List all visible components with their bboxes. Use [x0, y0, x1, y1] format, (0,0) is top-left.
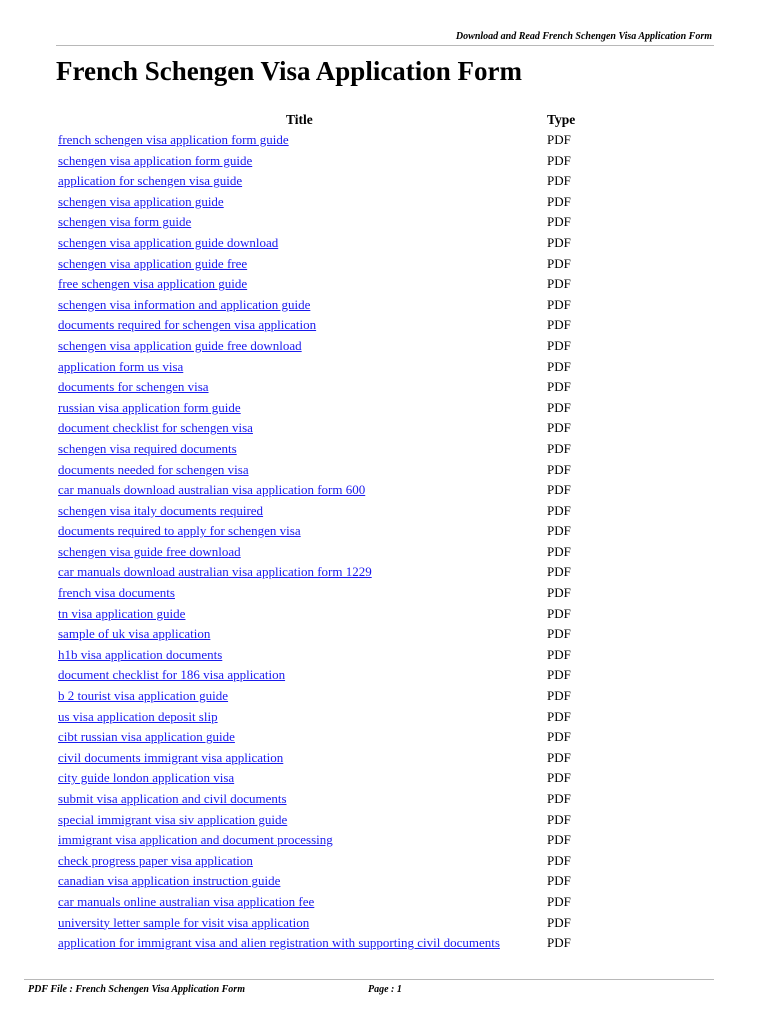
table-row: [0, 357, 770, 378]
document-link[interactable]: documents needed for schengen visa: [58, 461, 249, 477]
table-row: [0, 377, 770, 398]
document-link[interactable]: schengen visa application guide free download: [58, 337, 302, 353]
document-link[interactable]: application for schengen visa guide: [58, 173, 243, 189]
table-row: [0, 254, 770, 275]
document-link[interactable]: check progress paper visa application: [58, 852, 253, 868]
file-type-label: PDF: [547, 791, 571, 806]
table-row: [0, 830, 770, 851]
table-row: [0, 192, 770, 213]
document-link[interactable]: schengen visa application guide download: [58, 234, 279, 250]
document-link[interactable]: schengen visa application guide: [58, 193, 224, 209]
document-link[interactable]: schengen visa application form guide: [58, 152, 253, 168]
table-row: [0, 542, 770, 563]
table-row: [0, 151, 770, 172]
document-link[interactable]: documents required for schengen visa application: [58, 317, 317, 333]
table-row: [0, 295, 770, 316]
table-row: [0, 501, 770, 522]
footer-page-number: Page : 1: [368, 984, 402, 995]
table-row: [0, 624, 770, 645]
document-link[interactable]: canadian visa application instruction guide: [58, 873, 281, 889]
document-link[interactable]: documents required to apply for schengen visa: [58, 523, 301, 539]
file-type-label: PDF: [547, 152, 571, 168]
file-type-label: PDF: [547, 132, 571, 147]
table-row: [0, 336, 770, 357]
header-divider: [56, 45, 714, 46]
running-header: Download and Read French Schengen Visa Application Form: [455, 31, 712, 42]
document-link[interactable]: free schengen visa application guide: [58, 276, 248, 292]
file-type-label: PDF: [547, 708, 571, 724]
table-row: [0, 562, 770, 583]
file-type-label: PDF: [547, 914, 571, 930]
file-type-label: PDF: [547, 255, 571, 271]
file-type-label: PDF: [547, 893, 571, 909]
document-link[interactable]: immigrant visa application and document processing: [58, 832, 333, 848]
footer-divider: [24, 979, 714, 980]
file-type-label: PDF: [547, 399, 571, 415]
file-type-label: PDF: [547, 420, 571, 436]
table-row: [0, 480, 770, 501]
table-row: [0, 604, 770, 625]
table-row: [0, 933, 770, 954]
document-link[interactable]: cibt russian visa application guide: [58, 729, 235, 745]
table-row: [0, 789, 770, 810]
file-type-label: PDF: [547, 337, 571, 353]
table-row: [0, 460, 770, 481]
document-link[interactable]: h1b visa application documents: [58, 646, 223, 662]
document-link[interactable]: car manuals online australian visa application fee: [58, 893, 315, 909]
file-type-label: PDF: [547, 667, 571, 683]
file-type-label: PDF: [547, 749, 571, 765]
document-link[interactable]: city guide london application visa: [58, 770, 235, 786]
table-row: [0, 233, 770, 254]
document-link[interactable]: schengen visa application guide free: [58, 255, 248, 271]
table-row: [0, 315, 770, 336]
document-link[interactable]: submit visa application and civil documents: [58, 791, 287, 806]
table-row: [0, 686, 770, 707]
document-link[interactable]: french schengen visa application form guide: [58, 132, 289, 147]
table-row: [0, 130, 770, 151]
document-link[interactable]: russian visa application form guide: [58, 399, 241, 415]
document-link[interactable]: sample of uk visa application: [58, 626, 211, 642]
file-type-label: PDF: [547, 276, 571, 292]
table-row: [0, 913, 770, 934]
table-row: [0, 171, 770, 192]
file-type-label: PDF: [547, 605, 571, 621]
document-link[interactable]: schengen visa information and application guide: [58, 296, 311, 312]
file-type-label: PDF: [547, 729, 571, 745]
file-type-label: PDF: [547, 482, 571, 498]
document-link[interactable]: schengen visa required documents: [58, 440, 237, 456]
table-row: [0, 212, 770, 233]
table-row: [0, 418, 770, 439]
file-type-label: PDF: [547, 502, 571, 518]
document-link[interactable]: university letter sample for visit visa application: [58, 914, 310, 930]
file-type-label: PDF: [547, 543, 571, 559]
document-link[interactable]: car manuals download australian visa application form 600: [58, 482, 366, 498]
file-type-label: PDF: [547, 832, 571, 848]
file-type-label: PDF: [547, 811, 571, 827]
document-link[interactable]: document checklist for schengen visa: [58, 420, 253, 436]
document-link[interactable]: application for immigrant visa and alien registration with supporting civil documents: [58, 935, 500, 951]
file-type-label: PDF: [547, 523, 571, 539]
table-row: [0, 892, 770, 913]
page-title: French Schengen Visa Application Form: [56, 56, 523, 86]
file-type-label: PDF: [547, 173, 571, 189]
file-type-label: PDF: [547, 440, 571, 456]
document-link[interactable]: schengen visa form guide: [58, 214, 192, 230]
table-row: [0, 727, 770, 748]
file-type-label: PDF: [547, 646, 571, 662]
table-row: [0, 398, 770, 419]
file-type-label: PDF: [547, 873, 571, 889]
document-link[interactable]: civil documents immigrant visa application: [58, 749, 284, 765]
file-type-label: PDF: [547, 626, 571, 642]
footer-file-label: PDF File : French Schengen Visa Application Form: [28, 984, 245, 995]
file-type-label: PDF: [547, 461, 571, 477]
document-link[interactable]: schengen visa italy documents required: [58, 502, 264, 518]
document-link[interactable]: document checklist for 186 visa application: [58, 667, 286, 683]
document-link[interactable]: schengen visa guide free download: [58, 543, 241, 559]
file-type-label: PDF: [547, 852, 571, 868]
column-header-title: Title: [286, 112, 313, 127]
document-link[interactable]: special immigrant visa siv application guide: [58, 811, 288, 827]
document-link[interactable]: tn visa application guide: [58, 605, 186, 621]
table-row: [0, 521, 770, 542]
table-row: [0, 583, 770, 604]
table-row: [0, 645, 770, 666]
file-type-label: PDF: [547, 585, 571, 601]
document-list: [0, 130, 770, 954]
file-type-label: PDF: [547, 317, 571, 333]
table-row: [0, 439, 770, 460]
document-link[interactable]: documents for schengen visa: [58, 379, 209, 395]
file-type-label: PDF: [547, 214, 571, 230]
table-row: [0, 665, 770, 686]
file-type-label: PDF: [547, 688, 571, 704]
document-link[interactable]: b 2 tourist visa application guide: [58, 688, 229, 704]
document-link[interactable]: car manuals download australian visa application form 1229: [58, 564, 372, 580]
file-type-label: PDF: [547, 770, 571, 786]
table-row: [0, 851, 770, 872]
file-type-label: PDF: [547, 296, 571, 312]
file-type-label: PDF: [547, 935, 571, 951]
table-row: [0, 871, 770, 892]
table-row: [0, 748, 770, 769]
document-link[interactable]: us visa application deposit slip: [58, 708, 218, 724]
table-row: [0, 274, 770, 295]
column-header-type: Type: [547, 112, 576, 127]
table-row: [0, 810, 770, 831]
document-link[interactable]: french visa documents: [58, 585, 175, 601]
file-type-label: PDF: [547, 193, 571, 209]
document-link[interactable]: application form us visa: [58, 358, 184, 374]
table-row: [0, 707, 770, 728]
file-type-label: PDF: [547, 358, 571, 374]
file-type-label: PDF: [547, 234, 571, 250]
file-type-label: PDF: [547, 564, 571, 580]
file-type-label: PDF: [547, 379, 571, 395]
table-row: [0, 768, 770, 789]
